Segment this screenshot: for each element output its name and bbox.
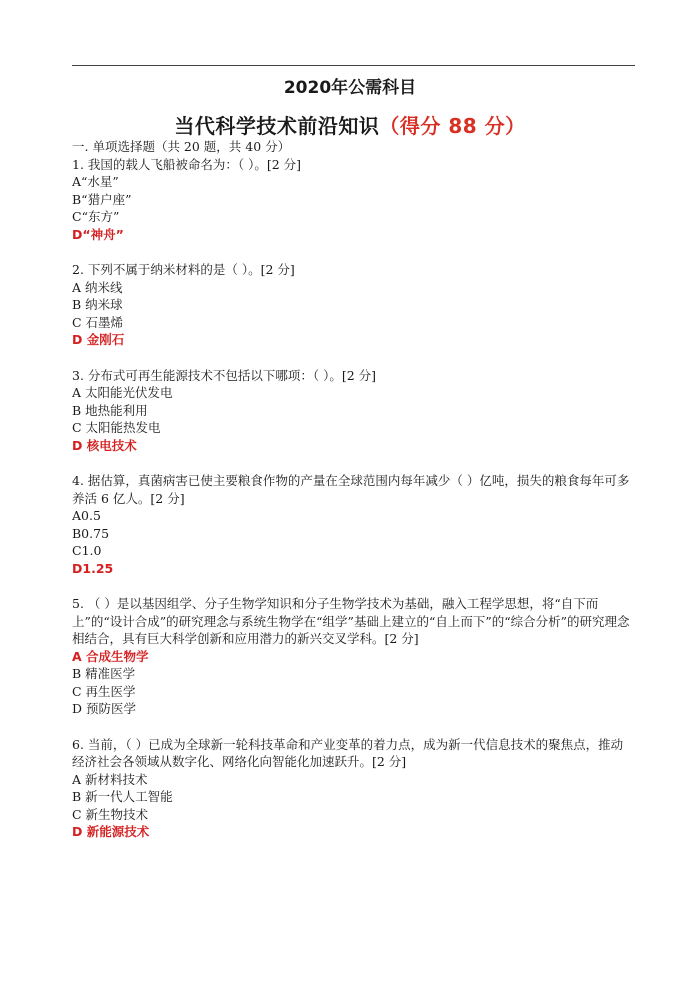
question-stem: 4. 据估算，真菌病害已使主要粮食作物的产量在全球范围内每年减少（ ）亿吨，损失的粮食每年可多养活 6 亿人。[2 分]: [72, 473, 630, 506]
question-stem: 6. 当前，（ ）已成为全球新一轮科技革命和产业变革的着力点，成为新一代信息技术的聚焦点，推动经济社会各领域从数字化、网络化向智能化加速跃升。[2 分]: [72, 736, 624, 769]
score-label: （得分 88 分）: [379, 114, 526, 138]
subject-title: 当代科学技术前沿知识: [174, 114, 380, 138]
option-b: B“猎户座”: [72, 191, 132, 207]
option-a: A 太阳能光伏发电: [72, 385, 173, 400]
question-4: [72, 472, 634, 577]
question-stem: 1. 我国的载人飞船被命名为：（ ）。[2 分]: [72, 156, 302, 172]
question-6: [72, 736, 634, 841]
top-rule: [72, 65, 635, 66]
option-b: B0.75: [72, 525, 110, 541]
question-list: [72, 138, 634, 841]
option-a: A 新材料技术: [72, 771, 148, 787]
option-d: D 预防医学: [72, 701, 136, 716]
question-3: [72, 367, 634, 455]
option-c: C1.0: [72, 543, 102, 558]
option-b: B 新一代人工智能: [72, 789, 173, 804]
option-c: C 石墨烯: [72, 314, 124, 330]
option-a: A0.5: [72, 508, 101, 523]
question-2: [72, 261, 634, 349]
option-d-correct: D 核电技术: [72, 437, 137, 453]
option-b: B 纳米球: [72, 297, 123, 312]
question-stem: 3. 分布式可再生能源技术不包括以下哪项：（ ）。[2 分]: [72, 367, 377, 383]
option-b: B 精准医学: [72, 666, 136, 681]
option-d-correct: D 金刚石: [72, 332, 125, 347]
question-1: [72, 156, 634, 244]
option-c: C“东方”: [72, 209, 120, 224]
option-d-correct: D“神舟”: [72, 226, 124, 242]
document-title: 2020年公需科目: [283, 78, 417, 98]
option-d-correct: D 新能源技术: [72, 824, 150, 839]
section-heading: 一. 单项选择题（共 20 题，共 40 分）: [72, 139, 291, 154]
question-stem: 2. 下列不属于纳米材料的是（ ）。[2 分]: [72, 262, 295, 277]
document-subtitle: [0, 110, 700, 139]
option-a: A 纳米线: [72, 279, 123, 295]
question-5: [72, 595, 634, 718]
option-c: C 太阳能热发电: [72, 420, 161, 435]
option-c: C 新生物技术: [72, 806, 149, 822]
option-d-correct: D1.25: [72, 560, 114, 576]
option-b: B 地热能利用: [72, 402, 148, 418]
option-a: A“水星”: [72, 174, 119, 189]
option-a-correct: A 合成生物学: [72, 648, 149, 664]
option-c: C 再生医学: [72, 683, 136, 699]
question-stem: 5. （ ）是以基因组学、分子生物学知识和分子生物学技术为基础，融入工程学思想，将“自下而上”的“设计合成”的研究理念与系统生物学在“组学”基础上建立的“自上而下”的“综合分析”的研究理念相结合，具有巨大科学创新和应用潜力的新兴交叉学科。[2 分]: [72, 596, 630, 646]
